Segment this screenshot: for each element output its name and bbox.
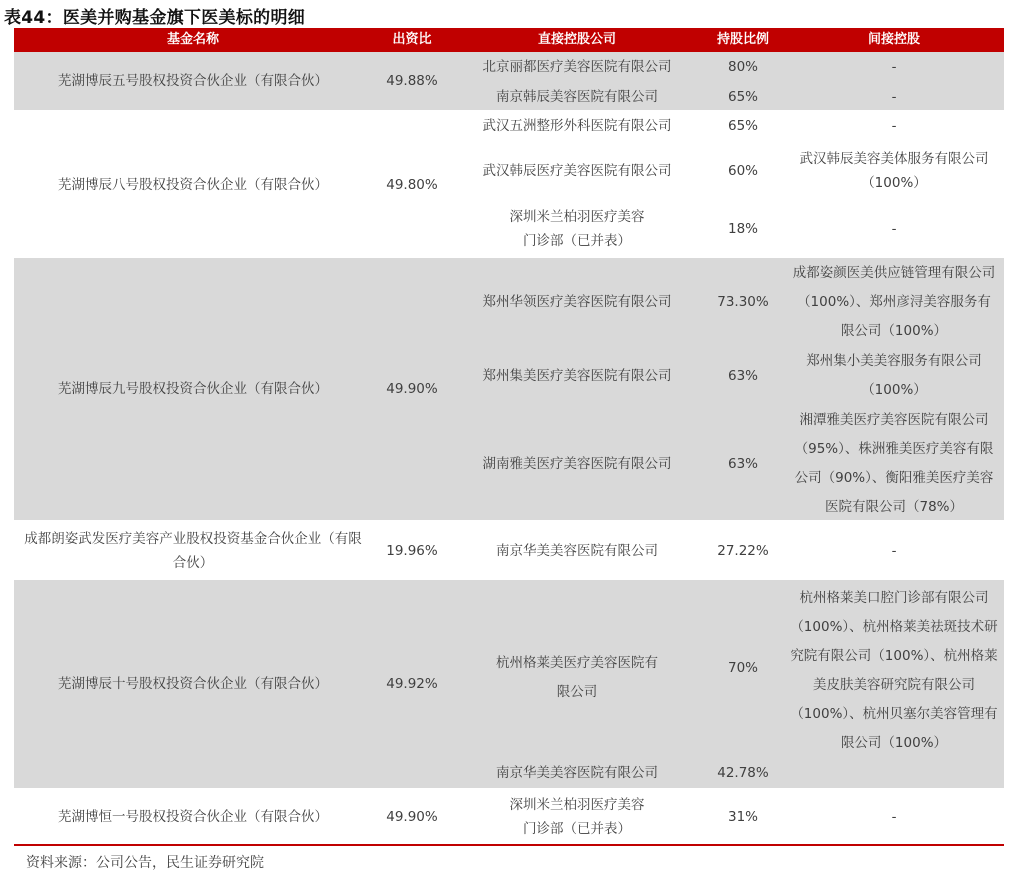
table-bottom-rule [14, 844, 1004, 846]
direct-company: 武汉五洲整形外科医院有限公司 [482, 118, 672, 134]
header-share-ratio: 持股比例 [716, 32, 769, 47]
direct-company: 南京华美美容医院有限公司 [496, 543, 658, 559]
share-ratio: 31% [727, 809, 758, 825]
indirect-holding: 郑州集小美美容服务有限公司（100%） [806, 353, 982, 398]
direct-company: 北京丽都医疗美容医院有限公司 [482, 59, 672, 75]
investment-ratio: 49.90% [386, 381, 438, 397]
investment-ratio: 49.92% [386, 676, 438, 692]
investment-ratio: 19.96% [386, 543, 438, 559]
fund-name: 芜湖博辰十号股权投资合伙企业（有限合伙） [58, 676, 328, 692]
fund-name: 芜湖博辰八号股权投资合伙企业（有限合伙） [58, 177, 328, 193]
direct-company: 深圳米兰柏羽医疗美容门诊部（已并表） [509, 797, 645, 837]
direct-company: 郑州华领医疗美容医院有限公司 [482, 294, 672, 310]
direct-company: 郑州集美医疗美容医院有限公司 [482, 368, 672, 384]
share-ratio: 70% [727, 660, 758, 676]
share-ratio: 63% [727, 368, 758, 384]
header-indirect-holding: 间接控股 [867, 32, 920, 47]
investment-ratio: 49.80% [386, 177, 438, 193]
fund-name: 芜湖博恒一号股权投资合伙企业（有限合伙） [58, 809, 328, 825]
share-ratio: 80% [727, 59, 758, 75]
share-ratio: 27.22% [717, 543, 769, 559]
direct-company: 杭州格莱美医疗美容医院有限公司 [496, 655, 658, 700]
direct-company: 南京韩辰美容医院有限公司 [496, 89, 658, 105]
fund-name: 芜湖博辰五号股权投资合伙企业（有限合伙） [58, 73, 328, 89]
investment-ratio: 49.90% [386, 809, 438, 825]
share-ratio: 60% [727, 163, 758, 179]
header-investment-ratio: 出资比 [392, 32, 432, 47]
table-title: 表44：医美并购基金旗下医美标的明细 [4, 8, 306, 28]
indirect-holding: 成都姿颜医美供应链管理有限公司（100%）、郑州彦浔美容服务有限公司（100%） [792, 264, 996, 339]
indirect-holding: - [891, 809, 897, 825]
header-fund-name: 基金名称 [166, 32, 219, 47]
indirect-holding: 湘潭雅美医疗美容医院有限公司（95%）、株洲雅美医疗美容有限公司（90%）、衡阳雅美医疗美容医院有限公司（78%） [794, 412, 994, 515]
source-note: 资料来源：公司公告，民生证券研究院 [26, 855, 264, 871]
direct-company: 南京华美美容医院有限公司 [496, 765, 658, 781]
direct-company: 武汉韩辰医疗美容医院有限公司 [482, 163, 672, 179]
fund-name: 芜湖博辰九号股权投资合伙企业（有限合伙） [58, 381, 328, 397]
indirect-holding: - [891, 543, 897, 559]
indirect-holding: 武汉韩辰美容美体服务有限公司（100%） [799, 151, 989, 191]
indirect-holding: - [891, 89, 897, 105]
share-ratio: 73.30% [717, 294, 769, 310]
indirect-holding: - [891, 118, 897, 134]
indirect-holding: - [891, 59, 897, 75]
indirect-holding: - [891, 221, 897, 237]
indirect-holding: 杭州格莱美口腔门诊部有限公司（100%）、杭州格莱美祛斑技术研究院有限公司（100%）、杭州格莱美皮肤美容研究院有限公司（100%）、杭州贝塞尔美容管理有限公司（100%） [790, 590, 998, 751]
share-ratio: 63% [727, 456, 758, 472]
direct-company: 湖南雅美医疗美容医院有限公司 [482, 456, 672, 472]
share-ratio: 18% [727, 221, 758, 237]
investment-ratio: 49.88% [386, 73, 438, 89]
direct-company: 深圳米兰柏羽医疗美容门诊部（已并表） [509, 209, 645, 249]
fund-name: 成都朗姿武发医疗美容产业股权投资基金合伙企业（有限合伙） [24, 531, 362, 571]
share-ratio: 65% [727, 89, 758, 105]
share-ratio: 42.78% [717, 765, 769, 781]
share-ratio: 65% [727, 118, 758, 134]
table-header [14, 28, 1004, 52]
header-direct-company: 直接控股公司 [537, 32, 616, 47]
